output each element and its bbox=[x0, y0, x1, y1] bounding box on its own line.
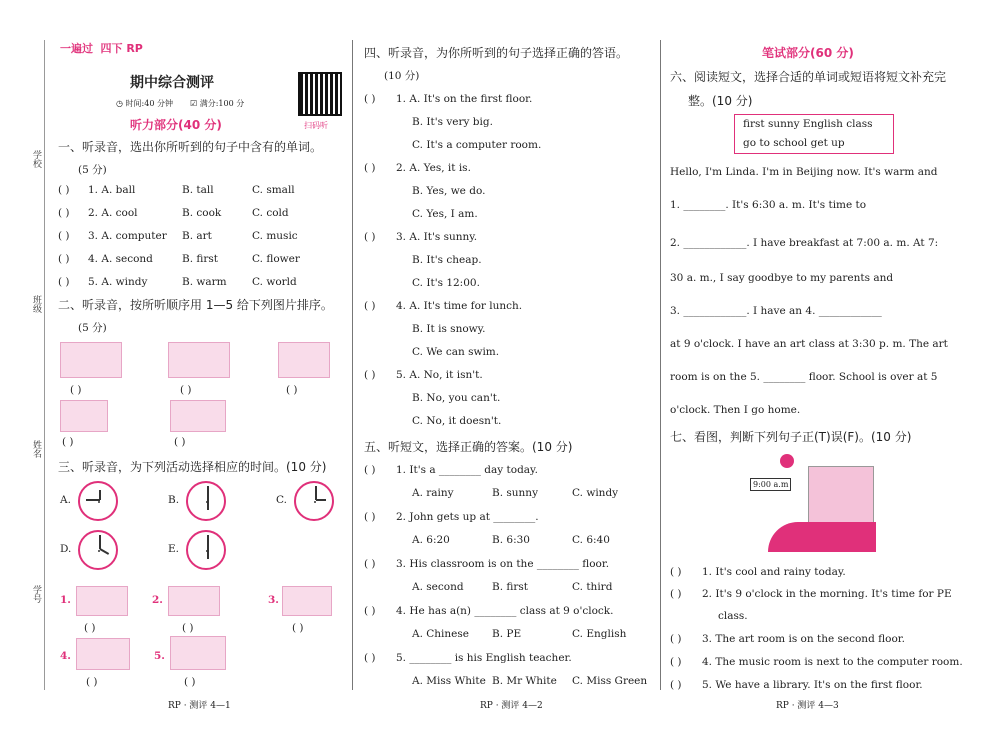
page-footer: RP · 测评 4—3 bbox=[776, 701, 839, 711]
answer-paren[interactable]: ( ) bbox=[286, 384, 298, 396]
q4-option: C. Yes, I am. bbox=[412, 208, 478, 220]
answer-paren[interactable]: ( ) bbox=[364, 93, 376, 105]
q4-option: B. It's cheap. bbox=[412, 254, 482, 266]
answer-paren[interactable]: ( ) bbox=[670, 566, 682, 578]
answer-paren[interactable]: ( ) bbox=[364, 652, 376, 664]
q4-score: (10 分) bbox=[384, 70, 420, 82]
q2-title: 二、听录音，按所听顺序用 1—5 给下列图片排序。 bbox=[58, 298, 333, 312]
number-label: 学号 bbox=[31, 585, 41, 603]
school-picture bbox=[748, 460, 878, 556]
q1-option-b: B. cook bbox=[182, 207, 222, 219]
q5-option: B. Mr White bbox=[492, 675, 557, 687]
school-building bbox=[808, 466, 874, 526]
sun-icon bbox=[780, 454, 794, 468]
clock-d bbox=[78, 530, 118, 570]
q7-statement: class. bbox=[718, 610, 748, 622]
q1-option-a: 5. A. windy bbox=[88, 276, 148, 288]
q5-option: A. rainy bbox=[412, 487, 454, 499]
q5-option: B. first bbox=[492, 581, 529, 593]
answer-paren[interactable]: ( ) bbox=[174, 436, 186, 448]
clock-label-b: B. bbox=[168, 494, 180, 506]
word-bank-row-2: go to school get up bbox=[743, 137, 845, 149]
q1-option-c: C. flower bbox=[252, 253, 300, 265]
page-footer: RP · 测评 4—2 bbox=[480, 701, 543, 711]
passage-line: room is on the 5. ________ floor. School is over at 5 bbox=[670, 371, 938, 383]
q6-title-cont: 整。(10 分) bbox=[688, 94, 753, 108]
picture-library bbox=[168, 342, 230, 378]
time-sign: 9:00 a.m bbox=[750, 478, 791, 491]
clock-label-d: D. bbox=[60, 543, 72, 555]
binding-line bbox=[44, 40, 45, 690]
activity-label-5: 5. bbox=[154, 650, 165, 662]
running-track bbox=[768, 522, 876, 552]
picture-snowman bbox=[278, 342, 330, 378]
answer-paren[interactable]: ( ) bbox=[86, 676, 98, 688]
clock-label-c: C. bbox=[276, 494, 287, 506]
passage-line: 30 a. m., I say goodbye to my parents and bbox=[670, 272, 894, 284]
answer-paren[interactable]: ( ) bbox=[364, 605, 376, 617]
q5-option: A. 6:20 bbox=[412, 534, 450, 546]
q5-option: C. windy bbox=[572, 487, 619, 499]
q7-statement: 5. We have a library. It's on the first floor. bbox=[702, 679, 923, 691]
q4-option: 4. A. It's time for lunch. bbox=[396, 300, 523, 312]
activity-label-3: 3. bbox=[268, 594, 279, 606]
q1-option-b: B. art bbox=[182, 230, 212, 242]
q1-score: (5 分) bbox=[78, 164, 107, 176]
answer-paren[interactable]: ( ) bbox=[70, 384, 82, 396]
brand-header bbox=[60, 40, 180, 58]
school-label: 学校 bbox=[31, 150, 41, 168]
clock-c bbox=[294, 481, 334, 521]
q5-question: 2. John gets up at ________. bbox=[396, 511, 539, 523]
q1-option-a: 4. A. second bbox=[88, 253, 153, 265]
q1-option-b: B. tall bbox=[182, 184, 214, 196]
answer-paren[interactable]: ( ) bbox=[364, 300, 376, 312]
activity-label-2: 2. bbox=[152, 594, 163, 606]
q4-title: 四、听录音，为你所听到的句子选择正确的答语。 bbox=[364, 46, 629, 60]
picture-classroom bbox=[282, 586, 332, 616]
answer-paren[interactable]: ( ) bbox=[62, 436, 74, 448]
answer-paren[interactable]: ( ) bbox=[58, 276, 70, 288]
q4-option: B. Yes, we do. bbox=[412, 185, 486, 197]
answer-paren[interactable]: ( ) bbox=[364, 231, 376, 243]
full-score: ☑ 满分:100 分 bbox=[190, 99, 245, 108]
page-footer: RP · 测评 4—1 bbox=[168, 701, 231, 711]
word-bank-row-1: first sunny English class bbox=[743, 118, 873, 130]
q5-option: C. 6:40 bbox=[572, 534, 610, 546]
answer-paren[interactable]: ( ) bbox=[364, 464, 376, 476]
column-divider bbox=[660, 40, 661, 690]
q1-option-c: C. cold bbox=[252, 207, 289, 219]
clock-e bbox=[186, 530, 226, 570]
q5-question: 5. ________ is his English teacher. bbox=[396, 652, 572, 664]
q4-option: 1. A. It's on the first floor. bbox=[396, 93, 533, 105]
picture-bedroom bbox=[170, 636, 226, 670]
q2-score: (5 分) bbox=[78, 322, 107, 334]
q5-option: B. PE bbox=[492, 628, 522, 640]
picture-girl-clock bbox=[60, 400, 108, 432]
q4-option: B. No, you can't. bbox=[412, 392, 501, 404]
answer-paren[interactable]: ( ) bbox=[670, 633, 682, 645]
answer-paren[interactable]: ( ) bbox=[180, 384, 192, 396]
picture-kids-playing bbox=[170, 400, 226, 432]
q5-option: C. Miss Green bbox=[572, 675, 648, 687]
answer-paren[interactable]: ( ) bbox=[364, 511, 376, 523]
written-section-title: 笔试部分(60 分) bbox=[762, 46, 854, 60]
q1-option-c: C. small bbox=[252, 184, 295, 196]
answer-paren[interactable]: ( ) bbox=[58, 230, 70, 242]
q4-option: B. It's very big. bbox=[412, 116, 493, 128]
q3-title: 三、听录音，为下列活动选择相应的时间。(10 分) bbox=[58, 460, 327, 474]
q5-question: 3. His classroom is on the ________ floor. bbox=[396, 558, 610, 570]
q5-option: B. 6:30 bbox=[492, 534, 530, 546]
scan-label: 扫码听 bbox=[304, 121, 328, 130]
clock-label-a: A. bbox=[60, 494, 71, 506]
q1-option-c: C. world bbox=[252, 276, 297, 288]
passage-line: 1. ________. It's 6:30 a. m. It's time to bbox=[670, 199, 867, 211]
picture-reading bbox=[76, 638, 130, 670]
brand-grade: 四下 RP bbox=[100, 42, 143, 55]
q5-option: A. Miss White bbox=[412, 675, 486, 687]
answer-paren[interactable]: ( ) bbox=[58, 207, 70, 219]
q5-option: C. third bbox=[572, 581, 613, 593]
answer-paren[interactable]: ( ) bbox=[670, 656, 682, 668]
q5-option: C. English bbox=[572, 628, 627, 640]
picture-piano bbox=[168, 586, 220, 616]
picture-bed bbox=[76, 586, 128, 616]
q7-statement: 2. It's 9 o'clock in the morning. It's time for PE bbox=[702, 588, 952, 600]
q1-option-a: 2. A. cool bbox=[88, 207, 138, 219]
answer-paren[interactable]: ( ) bbox=[58, 253, 70, 265]
column-divider bbox=[352, 40, 353, 690]
answer-paren[interactable]: ( ) bbox=[670, 679, 682, 691]
q1-option-b: B. first bbox=[182, 253, 219, 265]
time-limit: ◷ 时间:40 分钟 bbox=[116, 99, 173, 108]
passage-line: 2. ____________. I have breakfast at 7:00 a. m. At 7: bbox=[670, 237, 939, 249]
answer-paren[interactable]: ( ) bbox=[58, 184, 70, 196]
passage-line: Hello, I'm Linda. I'm in Beijing now. It's warm and bbox=[670, 166, 938, 178]
q4-option: C. It's 12:00. bbox=[412, 277, 480, 289]
q7-statement: 4. The music room is next to the computer room. bbox=[702, 656, 963, 668]
listening-section-title: 听力部分(40 分) bbox=[130, 118, 222, 132]
q7-statement: 1. It's cool and rainy today. bbox=[702, 566, 846, 578]
q4-option: C. We can swim. bbox=[412, 346, 500, 358]
answer-paren[interactable]: ( ) bbox=[292, 622, 304, 634]
q1-option-a: 3. A. computer bbox=[88, 230, 167, 242]
answer-paren[interactable]: ( ) bbox=[670, 588, 682, 600]
q5-title: 五、听短文，选择正确的答案。(10 分) bbox=[364, 440, 573, 454]
q5-question: 1. It's a ________ day today. bbox=[396, 464, 538, 476]
q5-option: A. Chinese bbox=[412, 628, 469, 640]
answer-paren[interactable]: ( ) bbox=[184, 676, 196, 688]
q1-option-c: C. music bbox=[252, 230, 298, 242]
answer-paren[interactable]: ( ) bbox=[364, 162, 376, 174]
activity-label-1: 1. bbox=[60, 594, 71, 606]
name-label: 姓名 bbox=[31, 440, 41, 458]
word-bank bbox=[734, 114, 894, 154]
answer-paren[interactable]: ( ) bbox=[182, 622, 194, 634]
q7-title: 七、看图，判断下列句子正(T)误(F)。(10 分) bbox=[670, 430, 912, 444]
q6-title: 六、阅读短文，选择合适的单词或短语将短文补充完 bbox=[670, 70, 947, 84]
brand-series: 一遍过 bbox=[60, 42, 93, 55]
answer-paren[interactable]: ( ) bbox=[364, 558, 376, 570]
q4-option: C. No, it doesn't. bbox=[412, 415, 502, 427]
clock-b bbox=[186, 481, 226, 521]
passage-line: 3. ____________. I have an 4. ____________ bbox=[670, 305, 882, 317]
q4-option: 5. A. No, it isn't. bbox=[396, 369, 483, 381]
q1-title: 一、听录音，选出你所听到的句子中含有的单词。 bbox=[58, 140, 323, 154]
q4-option: C. It's a computer room. bbox=[412, 139, 542, 151]
q1-option-a: 1. A. ball bbox=[88, 184, 136, 196]
answer-paren[interactable]: ( ) bbox=[84, 622, 96, 634]
page-title: 期中综合测评 bbox=[130, 75, 214, 91]
q1-option-b: B. warm bbox=[182, 276, 227, 288]
clock-label-e: E. bbox=[168, 543, 180, 555]
q4-option: 3. A. It's sunny. bbox=[396, 231, 478, 243]
q4-option: 2. A. Yes, it is. bbox=[396, 162, 471, 174]
activity-label-4: 4. bbox=[60, 650, 71, 662]
answer-paren[interactable]: ( ) bbox=[364, 369, 376, 381]
clock-a bbox=[78, 481, 118, 521]
passage-line: at 9 o'clock. I have an art class at 3:30 p. m. The art bbox=[670, 338, 948, 350]
passage-line: o'clock. Then I go home. bbox=[670, 404, 801, 416]
q4-option: B. It is snowy. bbox=[412, 323, 486, 335]
q7-statement: 3. The art room is on the second floor. bbox=[702, 633, 905, 645]
class-label: 班级 bbox=[31, 295, 41, 313]
qr-code[interactable] bbox=[298, 72, 342, 116]
q5-option: B. sunny bbox=[492, 487, 538, 499]
q5-option: A. second bbox=[412, 581, 464, 593]
q5-question: 4. He has a(n) ________ class at 9 o'clock. bbox=[396, 605, 614, 617]
picture-living-room bbox=[60, 342, 122, 378]
